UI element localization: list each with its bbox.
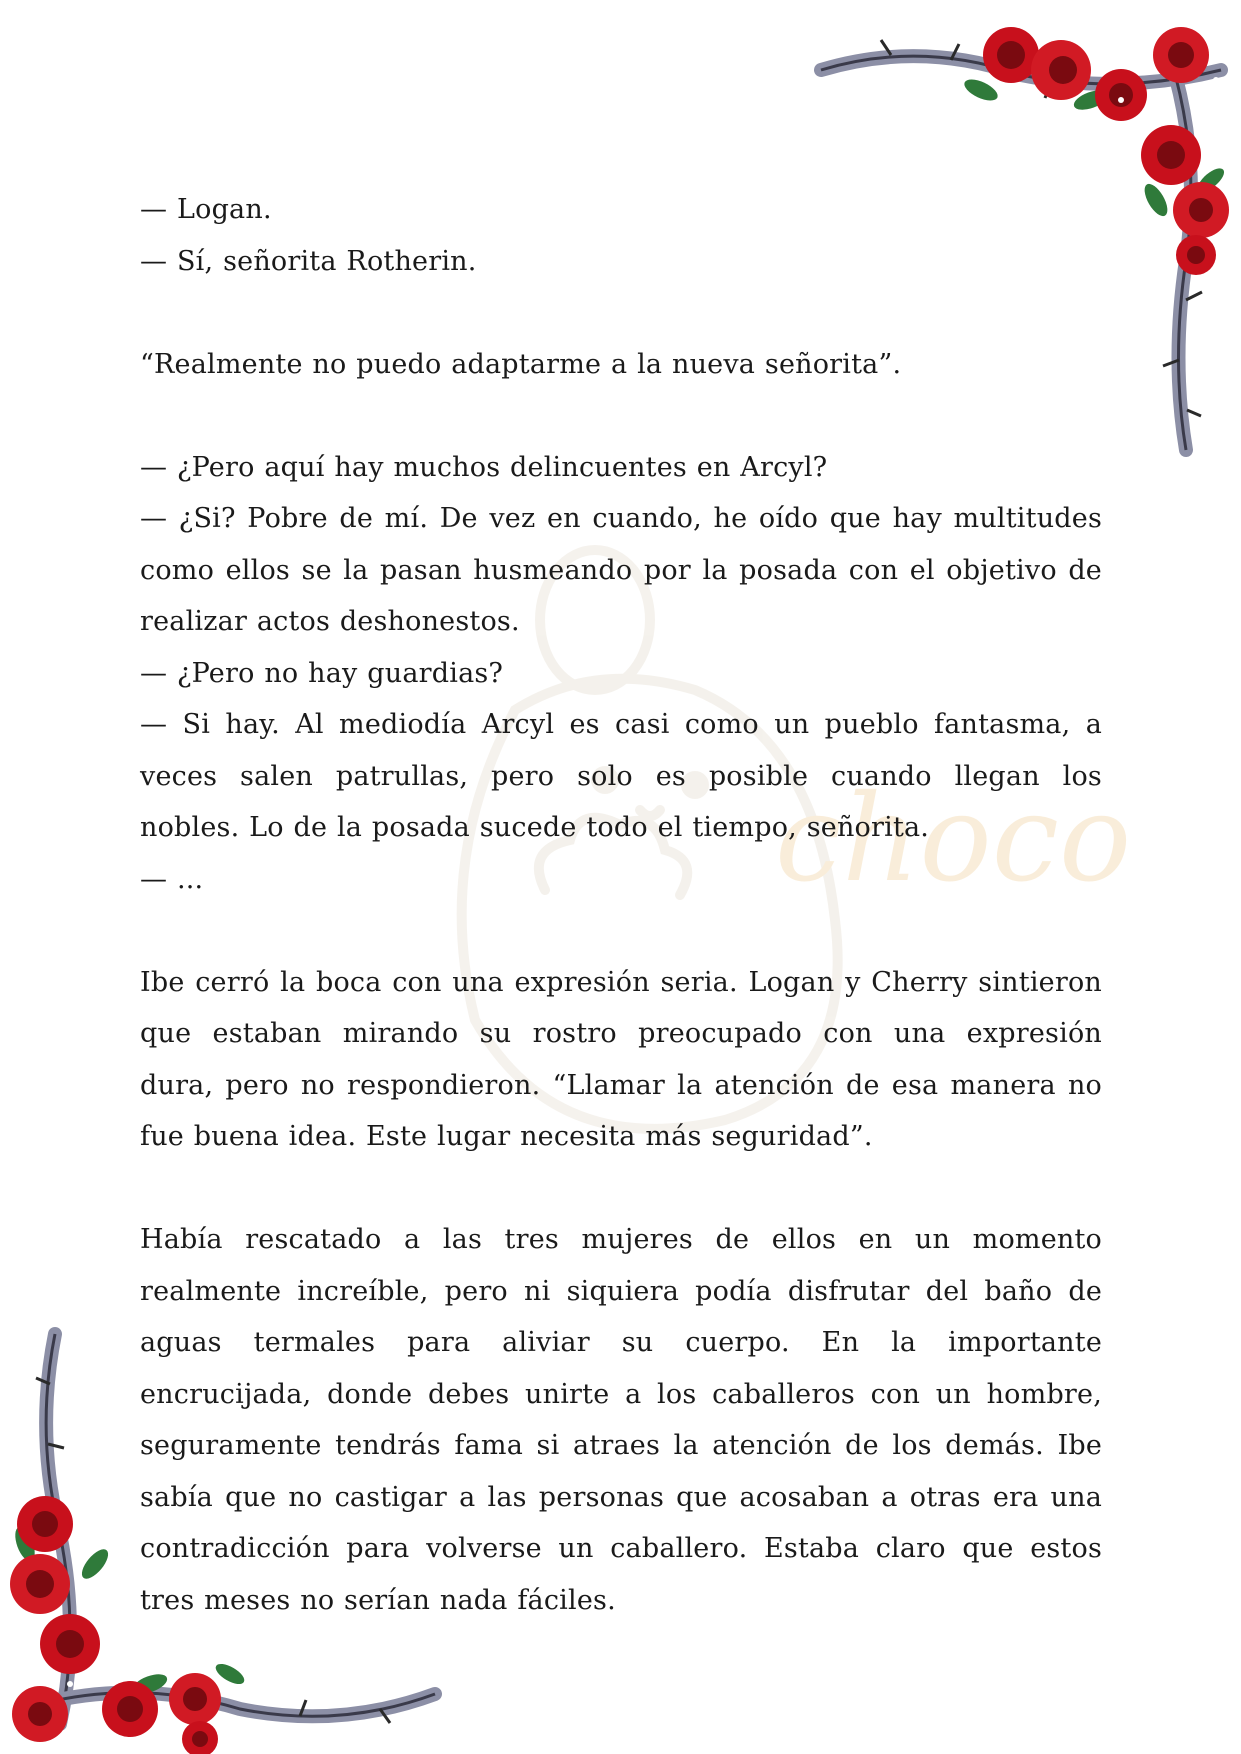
text-line: Ibe cerró la boca con una expresión seria. Logan y Cherry sintieron	[140, 966, 1102, 998]
text-line: nobles. Lo de la posada sucede todo el tiempo, señorita.	[140, 812, 930, 843]
text-line: — ¿Pero no hay guardias?	[140, 657, 504, 689]
text-line: contradicción para volverse un caballero. Estaba claro que estos	[140, 1533, 1102, 1564]
text-line: — Logan.	[140, 194, 272, 225]
text-line: como ellos se la pasan husmeando por la posada con el objetivo de	[140, 554, 1102, 586]
text-line: realizar actos deshonestos.	[140, 606, 520, 637]
text-line: dura, pero no respondieron. “Llamar la atención de esa manera no	[140, 1069, 1102, 1101]
text-line: seguramente tendrás fama si atraes la atención de los demás. Ibe	[140, 1430, 1102, 1461]
text-line: que estaban mirando su rostro preocupado con una expresión	[140, 1018, 1102, 1049]
text-line: — ¿Pero aquí hay muchos delincuentes en Arcyl?	[140, 451, 828, 483]
text-line: encrucijada, donde debes unirte a los caballeros con un hombre,	[140, 1378, 1102, 1410]
blank-line	[140, 287, 1102, 339]
text-line: — Si hay. Al mediodía Arcyl es casi como un pueblo fantasma, a	[140, 709, 1102, 740]
watermark-text: choco	[775, 770, 1132, 909]
text-line: “Realmente no puedo adaptarme a la nueva señorita”.	[140, 348, 902, 380]
blank-line	[140, 905, 1102, 957]
text-line: sabía que no castigar a las personas que acosaban a otras era una	[140, 1481, 1102, 1513]
blank-line	[140, 390, 1102, 442]
text-line: — ¿Si? Pobre de mí. De vez en cuando, he oído que hay multitudes	[140, 503, 1102, 534]
text-line: veces salen patrullas, pero solo es posible cuando llegan los	[140, 760, 1102, 792]
text-line: — Sí, señorita Rotherin.	[140, 245, 477, 277]
text-line: Había rescatado a las tres mujeres de ellos en un momento	[140, 1224, 1102, 1255]
story-text	[140, 184, 1102, 1626]
text-line: tres meses no serían nada fáciles.	[140, 1584, 616, 1616]
text-line: fue buena idea. Este lugar necesita más seguridad”.	[140, 1121, 873, 1152]
blank-line	[140, 1163, 1102, 1215]
text-line: — ...	[140, 863, 204, 895]
text-line: realmente increíble, pero ni siquiera podía disfrutar del baño de	[140, 1275, 1102, 1307]
text-line: aguas termales para aliviar su cuerpo. En la importante	[140, 1327, 1102, 1358]
